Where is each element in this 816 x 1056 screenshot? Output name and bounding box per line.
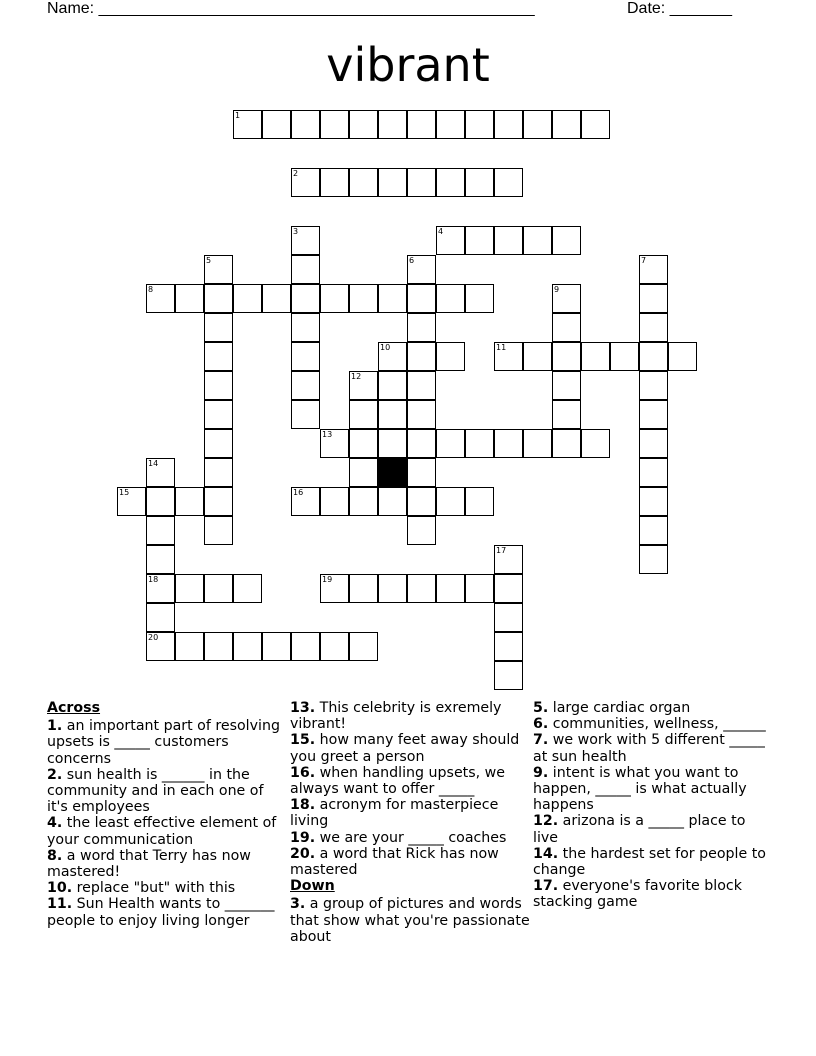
clue-item-number: 9. bbox=[533, 764, 549, 781]
clue-item-text: when handling upsets, we always want to offer _____ bbox=[290, 764, 505, 798]
grid-cell[interactable] bbox=[349, 574, 378, 603]
grid-cell[interactable] bbox=[378, 110, 407, 139]
grid-cell[interactable] bbox=[204, 342, 233, 371]
clue-number: 17 bbox=[496, 546, 507, 555]
clue-item bbox=[290, 896, 530, 945]
grid-cell[interactable] bbox=[639, 545, 668, 574]
grid-cell[interactable] bbox=[320, 632, 349, 661]
clue-item bbox=[290, 846, 530, 878]
grid-cell[interactable] bbox=[349, 632, 378, 661]
clue-item-text: a word that Terry has now mastered! bbox=[47, 847, 251, 881]
clue-number: 14 bbox=[148, 459, 159, 468]
clue-item-number: 15. bbox=[290, 732, 316, 749]
grid-cell[interactable] bbox=[262, 110, 291, 139]
grid-cell[interactable] bbox=[581, 110, 610, 139]
grid-cell[interactable] bbox=[146, 516, 175, 545]
clue-item bbox=[533, 765, 773, 814]
clue-item-number: 1. bbox=[47, 718, 63, 735]
grid-cell[interactable] bbox=[523, 110, 552, 139]
grid-cell[interactable] bbox=[436, 110, 465, 139]
grid-cell[interactable] bbox=[494, 226, 523, 255]
grid-cell[interactable] bbox=[291, 487, 320, 516]
clue-number: 2 bbox=[293, 169, 299, 178]
grid-cell[interactable] bbox=[552, 371, 581, 400]
clue-item-text: replace "but" with this bbox=[72, 880, 236, 897]
grid-cell[interactable] bbox=[436, 284, 465, 313]
grid-cell[interactable] bbox=[320, 110, 349, 139]
grid-cell[interactable] bbox=[465, 284, 494, 313]
grid-cell[interactable] bbox=[349, 110, 378, 139]
grid-cell[interactable] bbox=[349, 284, 378, 313]
clue-item-number: 2. bbox=[47, 766, 63, 783]
grid-cell[interactable] bbox=[552, 429, 581, 458]
clue-item-text: Sun Health wants to _______ people to enjoy living longer bbox=[47, 896, 275, 929]
clue-item-number: 12. bbox=[533, 813, 559, 830]
grid-cell[interactable] bbox=[407, 371, 436, 400]
clue-item-number: 6. bbox=[533, 716, 549, 733]
grid-cell[interactable] bbox=[639, 516, 668, 545]
clue-number: 10 bbox=[380, 343, 391, 352]
grid-cell[interactable] bbox=[552, 226, 581, 255]
down-heading: Down bbox=[290, 878, 335, 895]
grid-cell[interactable] bbox=[175, 284, 204, 313]
clue-number: 16 bbox=[293, 488, 304, 497]
grid-cell[interactable] bbox=[494, 545, 523, 574]
grid-cell[interactable] bbox=[146, 574, 175, 603]
grid-cell[interactable] bbox=[262, 632, 291, 661]
grid-cell[interactable] bbox=[349, 400, 378, 429]
clue-number: 19 bbox=[322, 575, 333, 584]
grid-cell[interactable] bbox=[407, 255, 436, 284]
clue-item-text: we are your _____ coaches bbox=[315, 829, 507, 846]
clue-item bbox=[533, 700, 773, 716]
across-heading: Across bbox=[47, 700, 101, 716]
clue-item bbox=[47, 815, 287, 847]
grid-cell[interactable] bbox=[204, 429, 233, 458]
grid-cell[interactable] bbox=[407, 487, 436, 516]
grid-cell[interactable] bbox=[233, 284, 262, 313]
clue-number: 6 bbox=[409, 256, 415, 265]
grid-cell[interactable] bbox=[552, 110, 581, 139]
grid-cell[interactable] bbox=[204, 284, 233, 313]
clue-number: 4 bbox=[438, 227, 444, 236]
grid-cell[interactable] bbox=[291, 226, 320, 255]
grid-cell[interactable] bbox=[639, 284, 668, 313]
clue-item-number: 7. bbox=[533, 732, 549, 749]
grid-cell[interactable] bbox=[523, 429, 552, 458]
grid-cell[interactable] bbox=[436, 226, 465, 255]
grid-cell[interactable] bbox=[407, 313, 436, 342]
clue-item bbox=[47, 896, 287, 928]
clue-item-text: a word that Rick has now mastered bbox=[290, 845, 499, 879]
clues-column-1 bbox=[47, 700, 287, 929]
clue-item-text: large cardiac organ bbox=[548, 700, 691, 716]
grid-cell[interactable] bbox=[465, 487, 494, 516]
grid-cell[interactable] bbox=[204, 255, 233, 284]
grid-cell[interactable] bbox=[146, 458, 175, 487]
clue-item-text: sun health is ______ in the community and in each one of it's employees bbox=[47, 766, 264, 816]
clue-item-number: 18. bbox=[290, 797, 316, 814]
grid-cell[interactable] bbox=[436, 487, 465, 516]
clue-item-text: an important part of resolving upsets is _____ customers concerns bbox=[47, 718, 280, 767]
grid-cell[interactable] bbox=[204, 400, 233, 429]
grid-cell[interactable] bbox=[610, 342, 639, 371]
clue-item-number: 17. bbox=[533, 878, 559, 895]
grid-cell[interactable] bbox=[320, 487, 349, 516]
grid-cell[interactable] bbox=[320, 574, 349, 603]
clue-item-text: everyone's favorite block stacking game bbox=[533, 878, 742, 911]
clue-item-number: 5. bbox=[533, 700, 549, 716]
clue-item bbox=[533, 716, 773, 732]
grid-cell[interactable] bbox=[407, 284, 436, 313]
grid-cell[interactable] bbox=[378, 342, 407, 371]
grid-cell[interactable] bbox=[175, 632, 204, 661]
clue-number: 9 bbox=[554, 285, 560, 294]
grid-cell[interactable] bbox=[407, 342, 436, 371]
clue-item bbox=[290, 700, 530, 732]
grid-cell[interactable] bbox=[668, 342, 697, 371]
grid-cell[interactable] bbox=[262, 284, 291, 313]
grid-cell[interactable] bbox=[291, 313, 320, 342]
grid-cell[interactable] bbox=[175, 487, 204, 516]
clue-item-text: the hardest set for people to change bbox=[533, 845, 766, 879]
clue-number: 1 bbox=[235, 111, 241, 120]
grid-cell[interactable] bbox=[639, 458, 668, 487]
grid-cell[interactable] bbox=[233, 574, 262, 603]
clue-item bbox=[290, 830, 530, 846]
clue-item-text: acronym for masterpiece living bbox=[290, 797, 499, 830]
clue-item-text: This celebrity is exremely vibrant! bbox=[290, 700, 502, 733]
grid-cell[interactable] bbox=[407, 574, 436, 603]
grid-cell[interactable] bbox=[494, 574, 523, 603]
grid-cell[interactable] bbox=[407, 110, 436, 139]
black-cell bbox=[378, 458, 407, 487]
grid-cell[interactable] bbox=[494, 603, 523, 632]
grid-cell[interactable] bbox=[291, 284, 320, 313]
grid-cell[interactable] bbox=[378, 429, 407, 458]
clue-item-text: we work with 5 different _____ at sun health bbox=[533, 732, 765, 765]
grid-cell[interactable] bbox=[581, 342, 610, 371]
clue-item bbox=[533, 846, 773, 878]
grid-cell[interactable] bbox=[378, 487, 407, 516]
grid-cell[interactable] bbox=[146, 603, 175, 632]
clue-number: 12 bbox=[351, 372, 362, 381]
clue-item bbox=[290, 797, 530, 829]
clue-item-number: 8. bbox=[47, 847, 63, 864]
grid-cell[interactable] bbox=[291, 168, 320, 197]
grid-cell[interactable] bbox=[407, 400, 436, 429]
grid-cell[interactable] bbox=[465, 429, 494, 458]
grid-cell[interactable] bbox=[204, 487, 233, 516]
grid-cell[interactable] bbox=[204, 574, 233, 603]
clue-item-text: communities, wellness, ______ bbox=[548, 716, 766, 733]
grid-cell[interactable] bbox=[146, 545, 175, 574]
grid-cell[interactable] bbox=[349, 429, 378, 458]
clue-number: 7 bbox=[641, 256, 647, 265]
grid-cell[interactable] bbox=[639, 487, 668, 516]
grid-cell[interactable] bbox=[639, 255, 668, 284]
grid-cell[interactable] bbox=[349, 168, 378, 197]
grid-cell[interactable] bbox=[494, 661, 523, 690]
grid-cell[interactable] bbox=[291, 255, 320, 284]
grid-cell[interactable] bbox=[407, 429, 436, 458]
grid-cell[interactable] bbox=[465, 168, 494, 197]
clue-number: 8 bbox=[148, 285, 154, 294]
puzzle-title: vibrant bbox=[326, 38, 490, 92]
clue-number: 11 bbox=[496, 343, 507, 352]
grid-cell[interactable] bbox=[552, 313, 581, 342]
grid-cell[interactable] bbox=[436, 342, 465, 371]
grid-cell[interactable] bbox=[291, 632, 320, 661]
clue-item bbox=[290, 765, 530, 797]
grid-cell[interactable] bbox=[494, 168, 523, 197]
clue-item-text: how many feet away should you greet a person bbox=[290, 732, 520, 765]
grid-cell[interactable] bbox=[465, 226, 494, 255]
grid-cell[interactable] bbox=[175, 574, 204, 603]
grid-cell[interactable] bbox=[146, 632, 175, 661]
clue-number: 5 bbox=[206, 256, 212, 265]
clue-item-text: a group of pictures and words that show what you're passionate about bbox=[290, 896, 530, 945]
grid-cell[interactable] bbox=[552, 284, 581, 313]
grid-cell[interactable] bbox=[436, 168, 465, 197]
grid-cell[interactable] bbox=[204, 516, 233, 545]
clue-item bbox=[533, 813, 773, 845]
grid-cell[interactable] bbox=[291, 342, 320, 371]
grid-cell[interactable] bbox=[117, 487, 146, 516]
clues-column-3 bbox=[533, 700, 773, 911]
grid-cell[interactable] bbox=[523, 226, 552, 255]
grid-cell[interactable] bbox=[494, 632, 523, 661]
clue-item-number: 11. bbox=[47, 896, 73, 913]
grid-cell[interactable] bbox=[204, 371, 233, 400]
clue-item-number: 16. bbox=[290, 764, 316, 781]
clue-item bbox=[290, 732, 530, 764]
grid-cell[interactable] bbox=[639, 429, 668, 458]
grid-cell[interactable] bbox=[349, 371, 378, 400]
clue-number: 18 bbox=[148, 575, 159, 584]
grid-cell[interactable] bbox=[639, 371, 668, 400]
grid-cell[interactable] bbox=[436, 574, 465, 603]
clue-item-text: the least effective element of your communication bbox=[47, 815, 277, 848]
clue-item bbox=[533, 878, 773, 910]
grid-cell[interactable] bbox=[407, 168, 436, 197]
grid-cell[interactable] bbox=[407, 458, 436, 487]
grid-cell[interactable] bbox=[465, 574, 494, 603]
grid-cell[interactable] bbox=[291, 400, 320, 429]
clue-item-number: 19. bbox=[290, 829, 316, 846]
grid-cell[interactable] bbox=[494, 110, 523, 139]
clue-number: 20 bbox=[148, 633, 159, 642]
clue-number: 15 bbox=[119, 488, 130, 497]
grid-cell[interactable] bbox=[291, 110, 320, 139]
grid-cell[interactable] bbox=[378, 574, 407, 603]
clue-item bbox=[47, 848, 287, 880]
clue-item bbox=[47, 880, 287, 896]
grid-cell[interactable] bbox=[146, 487, 175, 516]
clue-item-number: 10. bbox=[47, 880, 73, 897]
grid-cell[interactable] bbox=[378, 371, 407, 400]
clue-item bbox=[47, 718, 287, 767]
grid-cell[interactable] bbox=[378, 400, 407, 429]
clue-item-number: 4. bbox=[47, 815, 63, 832]
grid-cell[interactable] bbox=[378, 284, 407, 313]
clue-item-number: 14. bbox=[533, 845, 559, 862]
clue-item-number: 3. bbox=[290, 896, 306, 913]
grid-cell[interactable] bbox=[552, 342, 581, 371]
grid-cell[interactable] bbox=[349, 487, 378, 516]
grid-cell[interactable] bbox=[639, 342, 668, 371]
clue-number: 3 bbox=[293, 227, 299, 236]
grid-cell[interactable] bbox=[204, 632, 233, 661]
grid-cell[interactable] bbox=[378, 168, 407, 197]
grid-cell[interactable] bbox=[204, 313, 233, 342]
name-field-label: Name: _________________________________________________ bbox=[47, 0, 535, 17]
grid-cell[interactable] bbox=[349, 458, 378, 487]
grid-cell[interactable] bbox=[581, 429, 610, 458]
date-field-label: Date: _______ bbox=[627, 0, 732, 17]
clue-item bbox=[533, 732, 773, 764]
clue-item-text: intent is what you want to happen, _____ is what actually happens bbox=[533, 764, 747, 814]
clues-column-2 bbox=[290, 700, 530, 945]
grid-cell[interactable] bbox=[639, 400, 668, 429]
grid-cell[interactable] bbox=[320, 284, 349, 313]
grid-cell[interactable] bbox=[320, 168, 349, 197]
grid-cell[interactable] bbox=[204, 458, 233, 487]
grid-cell[interactable] bbox=[233, 632, 262, 661]
grid-cell[interactable] bbox=[436, 429, 465, 458]
grid-cell[interactable] bbox=[291, 371, 320, 400]
grid-cell[interactable] bbox=[320, 429, 349, 458]
clue-item-number: 20. bbox=[290, 845, 316, 862]
grid-cell[interactable] bbox=[465, 110, 494, 139]
grid-cell[interactable] bbox=[233, 110, 262, 139]
grid-cell[interactable] bbox=[407, 516, 436, 545]
clue-item-number: 13. bbox=[290, 700, 316, 716]
grid-cell[interactable] bbox=[552, 400, 581, 429]
clue-item-text: arizona is a _____ place to live bbox=[533, 813, 746, 846]
grid-cell[interactable] bbox=[639, 313, 668, 342]
grid-cell[interactable] bbox=[523, 342, 552, 371]
clue-number: 13 bbox=[322, 430, 333, 439]
grid-cell[interactable] bbox=[146, 284, 175, 313]
grid-cell[interactable] bbox=[494, 342, 523, 371]
clue-item bbox=[47, 767, 287, 816]
grid-cell[interactable] bbox=[494, 429, 523, 458]
